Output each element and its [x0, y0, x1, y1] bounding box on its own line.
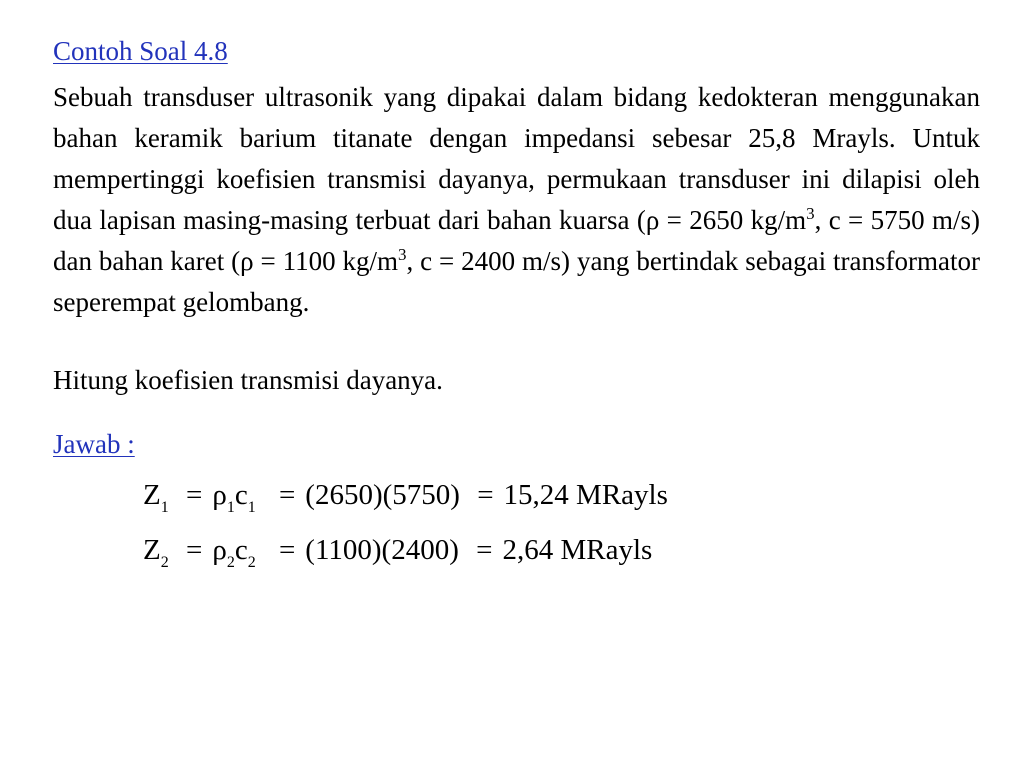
problem-title: Contoh Soal 4.8 — [53, 36, 228, 66]
problem-text-part-3: , c = 2400 m/s) yang bertindak sebagai transformator seperempat gelombang. — [53, 246, 980, 317]
eq2-rho: ρ — [212, 534, 227, 566]
eq1-rho-subscript: 1 — [226, 499, 235, 516]
problem-text-part-1: Sebuah transduser ultrasonik yang dipakai dalam bidang kedokteran menggunakan bahan keramik barium titanate dengan impedansi sebesar 25,8 Mrayls. Untuk mempertinggi koefisien transmisi dayanya, permukaan transduser ini dilapisi oleh dua lapisan masing-masing terbuat dari bahan kuarsa (ρ = 2650 kg/m — [53, 82, 980, 235]
problem-text-part-2: , c = 5750 m/s) dan bahan karet (ρ = 1100 kg/m — [53, 205, 980, 276]
eq2-equals-2: = — [278, 534, 296, 566]
eq2-lhs-subscript: 2 — [160, 554, 169, 571]
eq1-rho: ρ — [212, 479, 227, 511]
eq2-equals-3: = — [476, 534, 493, 566]
eq2-c-subscript: 2 — [247, 554, 256, 571]
eq2-result: 2,64 MRayls — [502, 534, 653, 566]
eq2-equals-1: = — [185, 534, 203, 566]
eq2-lhs: Z — [143, 534, 161, 566]
superscript-cubic-1: 3 — [806, 204, 815, 223]
question-text: Hitung koefisien transmisi dayanya. — [53, 365, 443, 395]
eq1-c: c — [234, 479, 248, 511]
equation-z1 — [143, 479, 668, 516]
eq1-c-subscript: 1 — [247, 499, 256, 516]
eq1-equals-1: = — [185, 479, 203, 511]
eq2-product: (1100)(2400) — [305, 534, 459, 566]
equation-z2 — [143, 534, 652, 571]
problem-statement — [53, 77, 980, 323]
eq1-equals-2: = — [278, 479, 296, 511]
answer-heading: Jawab : — [53, 429, 135, 459]
eq1-equals-3: = — [477, 479, 494, 511]
eq2-rho-subscript: 2 — [226, 554, 235, 571]
eq1-product: (2650)(5750) — [305, 479, 460, 511]
problem-paragraph — [53, 77, 980, 323]
eq2-c: c — [234, 534, 248, 566]
superscript-cubic-2: 3 — [398, 245, 407, 264]
eq1-result: 15,24 MRayls — [503, 479, 668, 511]
eq1-lhs: Z — [143, 479, 161, 511]
eq1-lhs-subscript: 1 — [160, 499, 169, 516]
